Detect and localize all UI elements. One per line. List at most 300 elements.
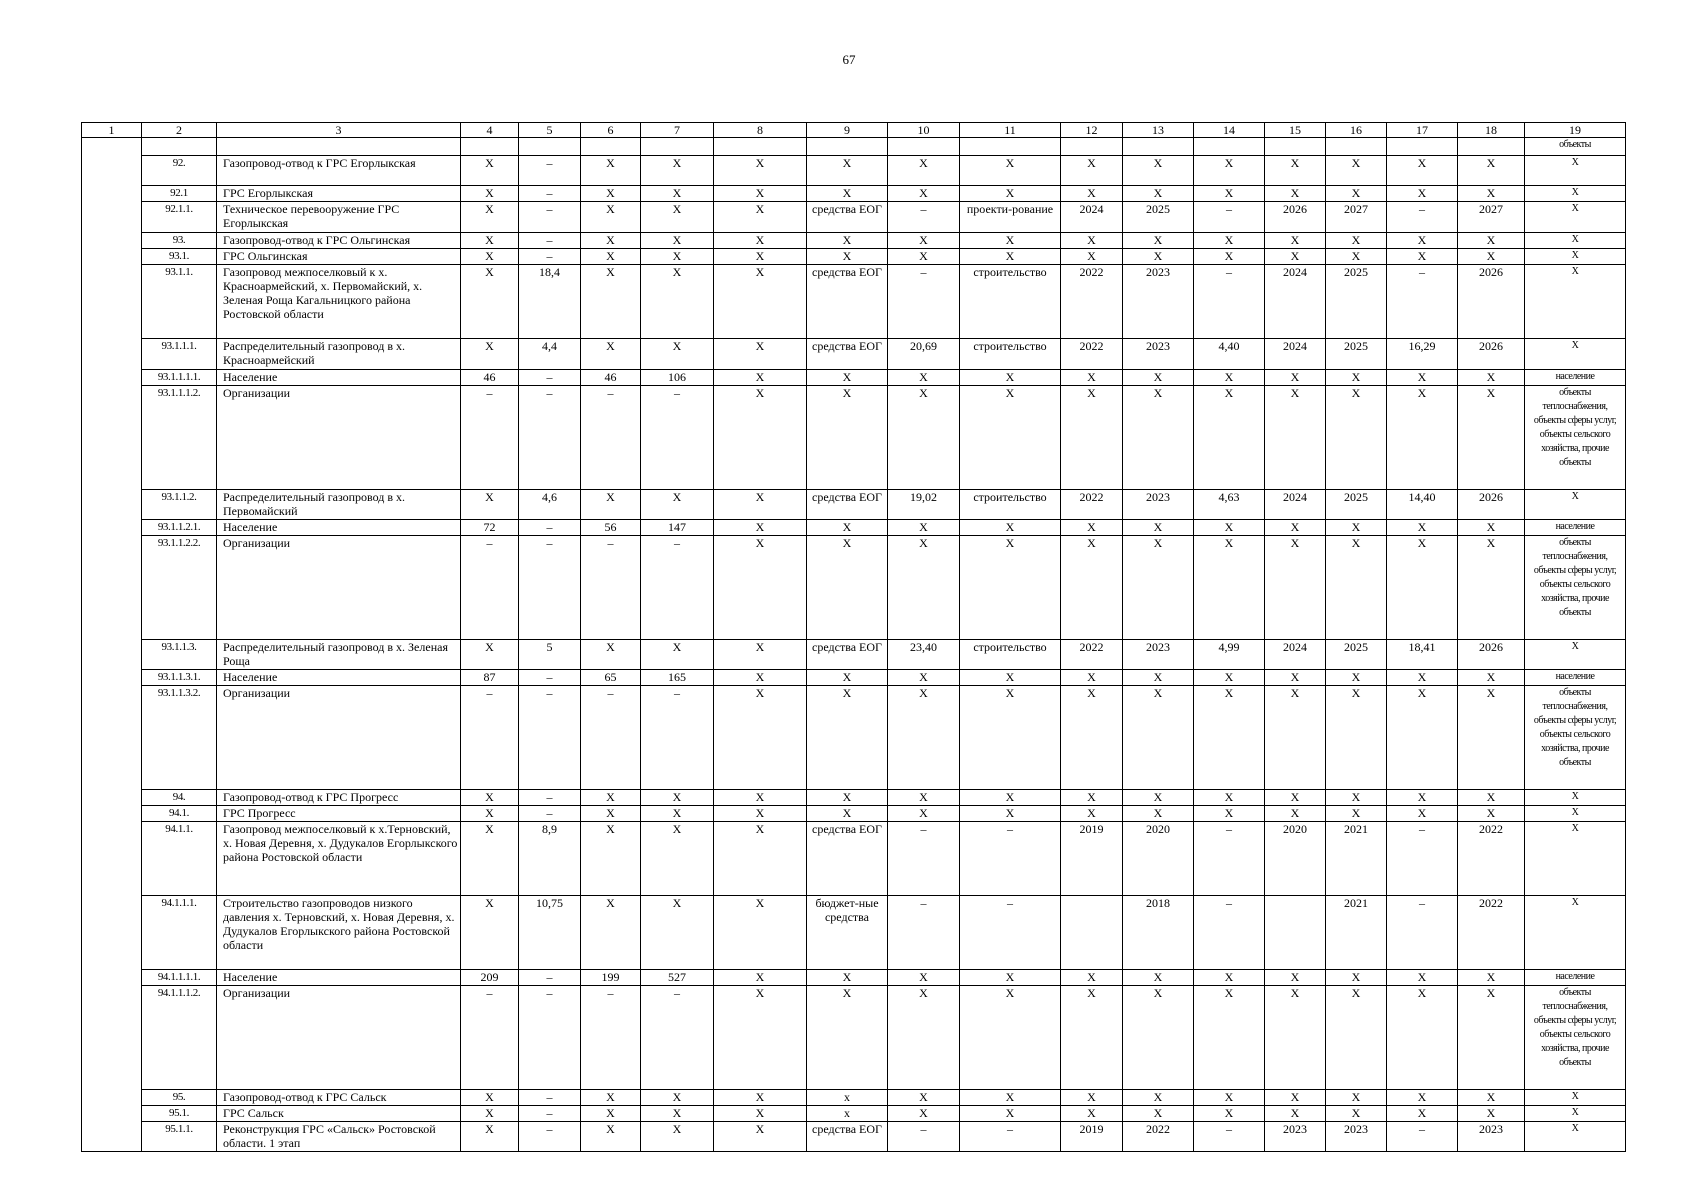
value-cell: X <box>1123 249 1194 265</box>
value-cell: 2023 <box>1326 1122 1387 1152</box>
value-cell: проекти-рование <box>960 202 1061 233</box>
value-cell: X <box>581 640 641 670</box>
value-cell: X <box>581 202 641 233</box>
value-cell: X <box>461 339 519 370</box>
purpose-cell: X <box>1525 265 1626 339</box>
row-name-cell: Распределительный газопровод в х. Зеленая Роща <box>217 640 461 670</box>
value-cell: X <box>1061 790 1123 806</box>
value-cell: 5 <box>519 640 581 670</box>
value-cell: X <box>1458 536 1525 640</box>
value-cell: X <box>960 249 1061 265</box>
value-cell: X <box>1061 233 1123 249</box>
header-cell: 16 <box>1326 123 1387 138</box>
value-cell: 2022 <box>1458 896 1525 970</box>
value-cell: X <box>1123 370 1194 386</box>
value-cell: – <box>519 790 581 806</box>
value-cell <box>807 138 888 156</box>
row-number-cell: 94.1.1. <box>142 822 217 896</box>
header-cell: 8 <box>714 123 807 138</box>
value-cell: X <box>714 686 807 790</box>
value-cell: х <box>807 1090 888 1106</box>
value-cell: X <box>461 806 519 822</box>
value-cell: – <box>519 670 581 686</box>
purpose-cell: объекты теплоснабжения, объекты сферы услуг, объекты сельского хозяйства, прочие объекты <box>1525 686 1626 790</box>
value-cell: – <box>641 386 714 490</box>
value-cell: X <box>714 970 807 986</box>
table-row <box>82 822 1626 896</box>
value-cell <box>641 138 714 156</box>
value-cell: X <box>888 970 960 986</box>
value-cell: X <box>888 1090 960 1106</box>
value-cell: X <box>461 186 519 202</box>
value-cell: X <box>960 233 1061 249</box>
purpose-cell: X <box>1525 1106 1626 1122</box>
value-cell: X <box>1265 520 1326 536</box>
value-cell: X <box>1387 1106 1458 1122</box>
table-row <box>82 386 1626 490</box>
value-cell: X <box>1265 233 1326 249</box>
header-cell: 2 <box>142 123 217 138</box>
value-cell <box>1265 896 1326 970</box>
value-cell: X <box>1194 806 1265 822</box>
value-cell: средства ЕОГ <box>807 490 888 520</box>
value-cell: 4,99 <box>1194 640 1265 670</box>
value-cell: X <box>807 249 888 265</box>
value-cell: X <box>1326 186 1387 202</box>
value-cell: X <box>581 790 641 806</box>
row-name-cell: Реконструкция ГРС «Сальск» Ростовской области. 1 этап <box>217 1122 461 1152</box>
value-cell: X <box>581 822 641 896</box>
header-cell: 15 <box>1265 123 1326 138</box>
value-cell: X <box>461 1122 519 1152</box>
row-name-cell: Газопровод-отвод к ГРС Сальск <box>217 1090 461 1106</box>
row-number-cell: 93.1.1.1. <box>142 339 217 370</box>
value-cell: – <box>641 536 714 640</box>
value-cell: X <box>1061 1106 1123 1122</box>
value-cell: X <box>641 896 714 970</box>
purpose-cell: объекты теплоснабжения, объекты сферы услуг, объекты сельского хозяйства, прочие объекты <box>1525 386 1626 490</box>
value-cell: X <box>1458 386 1525 490</box>
value-cell: – <box>519 202 581 233</box>
value-cell <box>1387 138 1458 156</box>
value-cell: X <box>1265 686 1326 790</box>
value-cell: 147 <box>641 520 714 536</box>
value-cell: X <box>1326 1106 1387 1122</box>
value-cell: – <box>519 1090 581 1106</box>
value-cell <box>1123 138 1194 156</box>
value-cell: 2023 <box>1123 490 1194 520</box>
value-cell: X <box>888 186 960 202</box>
value-cell: 2023 <box>1458 1122 1525 1152</box>
row-number-cell: 93.1.1.1.1. <box>142 370 217 386</box>
row-name-cell: ГРС Сальск <box>217 1106 461 1122</box>
value-cell: – <box>519 233 581 249</box>
value-cell: X <box>1387 536 1458 640</box>
row-number-cell: 94.1. <box>142 806 217 822</box>
header-cell: 3 <box>217 123 461 138</box>
value-cell: – <box>519 386 581 490</box>
row-name-cell: Строительство газопроводов низкого давления х. Терновский, х. Новая Деревня, х. Дудукалов Егорлыкского района Ростовской области <box>217 896 461 970</box>
value-cell: X <box>1265 986 1326 1090</box>
purpose-cell: население <box>1525 970 1626 986</box>
value-cell: X <box>461 156 519 186</box>
header-cell: 11 <box>960 123 1061 138</box>
value-cell <box>1061 138 1123 156</box>
value-cell: X <box>714 640 807 670</box>
value-cell: X <box>960 686 1061 790</box>
row-name-cell: ГРС Ольгинская <box>217 249 461 265</box>
value-cell: – <box>519 249 581 265</box>
header-cell: 6 <box>581 123 641 138</box>
value-cell <box>1061 896 1123 970</box>
value-cell: X <box>1123 520 1194 536</box>
value-cell: X <box>461 822 519 896</box>
value-cell: 2026 <box>1458 640 1525 670</box>
purpose-cell: население <box>1525 520 1626 536</box>
value-cell: X <box>1265 790 1326 806</box>
value-cell: 2019 <box>1061 1122 1123 1152</box>
value-cell: X <box>1458 249 1525 265</box>
value-cell: – <box>960 1122 1061 1152</box>
value-cell: X <box>807 370 888 386</box>
header-row <box>82 123 1626 138</box>
value-cell: X <box>960 156 1061 186</box>
value-cell: – <box>1194 822 1265 896</box>
table-row <box>82 986 1626 1090</box>
table-row <box>82 1106 1626 1122</box>
value-cell: X <box>1458 520 1525 536</box>
value-cell: X <box>1194 370 1265 386</box>
value-cell: X <box>1387 1090 1458 1106</box>
header-cell: 19 <box>1525 123 1626 138</box>
row-number-cell: 94.1.1.1. <box>142 896 217 970</box>
value-cell: X <box>641 1106 714 1122</box>
value-cell: X <box>714 202 807 233</box>
value-cell: – <box>888 265 960 339</box>
value-cell: – <box>461 686 519 790</box>
value-cell: 56 <box>581 520 641 536</box>
value-cell: 2024 <box>1265 339 1326 370</box>
row-name-cell: ГРС Егорлыкская <box>217 186 461 202</box>
header-cell: 1 <box>82 123 142 138</box>
value-cell: – <box>581 386 641 490</box>
value-cell: X <box>1265 1106 1326 1122</box>
value-cell: X <box>714 790 807 806</box>
value-cell: 527 <box>641 970 714 986</box>
purpose-cell: население <box>1525 670 1626 686</box>
value-cell: X <box>1458 233 1525 249</box>
value-cell: X <box>714 1106 807 1122</box>
row-number-cell: 92.1.1. <box>142 202 217 233</box>
value-cell: X <box>960 790 1061 806</box>
value-cell: X <box>641 790 714 806</box>
value-cell: X <box>807 386 888 490</box>
purpose-cell: X <box>1525 640 1626 670</box>
value-cell: X <box>714 386 807 490</box>
row-name-cell: Население <box>217 370 461 386</box>
value-cell: X <box>807 790 888 806</box>
value-cell: X <box>461 896 519 970</box>
value-cell: 2025 <box>1326 640 1387 670</box>
value-cell: X <box>714 670 807 686</box>
value-cell: 19,02 <box>888 490 960 520</box>
row-number-cell: 93.1. <box>142 249 217 265</box>
value-cell: X <box>960 520 1061 536</box>
value-cell: X <box>1265 186 1326 202</box>
value-cell: X <box>1123 670 1194 686</box>
value-cell: X <box>1061 370 1123 386</box>
value-cell: 106 <box>641 370 714 386</box>
value-cell: X <box>1387 233 1458 249</box>
value-cell: 2024 <box>1265 640 1326 670</box>
table-body <box>82 123 1626 1152</box>
value-cell <box>1194 138 1265 156</box>
value-cell <box>714 138 807 156</box>
value-cell: 4,40 <box>1194 339 1265 370</box>
purpose-cell: X <box>1525 249 1626 265</box>
row-name-cell: Газопровод-отвод к ГРС Прогресс <box>217 790 461 806</box>
value-cell: X <box>1326 986 1387 1090</box>
value-cell: X <box>1194 233 1265 249</box>
value-cell: 2025 <box>1326 265 1387 339</box>
header-cell: 18 <box>1458 123 1525 138</box>
table-row <box>82 490 1626 520</box>
value-cell: 87 <box>461 670 519 686</box>
value-cell: X <box>960 1090 1061 1106</box>
value-cell: 8,9 <box>519 822 581 896</box>
value-cell: – <box>888 896 960 970</box>
value-cell: – <box>1387 896 1458 970</box>
value-cell: X <box>714 249 807 265</box>
value-cell: 2024 <box>1061 202 1123 233</box>
value-cell: X <box>1194 536 1265 640</box>
value-cell: X <box>1265 249 1326 265</box>
table-row <box>82 339 1626 370</box>
value-cell: X <box>960 1106 1061 1122</box>
value-cell: X <box>641 156 714 186</box>
purpose-cell: объекты <box>1525 138 1626 156</box>
value-cell: 2021 <box>1326 822 1387 896</box>
value-cell: X <box>807 986 888 1090</box>
value-cell: – <box>581 686 641 790</box>
value-cell: X <box>1194 970 1265 986</box>
value-cell: – <box>1194 265 1265 339</box>
header-cell: 5 <box>519 123 581 138</box>
value-cell: – <box>1387 822 1458 896</box>
value-cell: – <box>461 536 519 640</box>
value-cell: X <box>1387 790 1458 806</box>
table-row <box>82 790 1626 806</box>
value-cell: – <box>641 986 714 1090</box>
value-cell: X <box>1458 970 1525 986</box>
value-cell: – <box>1387 1122 1458 1152</box>
value-cell: X <box>807 186 888 202</box>
header-cell: 10 <box>888 123 960 138</box>
row-name-cell: Организации <box>217 386 461 490</box>
value-cell: X <box>1265 970 1326 986</box>
header-cell: 17 <box>1387 123 1458 138</box>
value-cell: X <box>581 1106 641 1122</box>
purpose-cell: X <box>1525 339 1626 370</box>
row-name-cell: Техническое перевооружение ГРС Егорлыкская <box>217 202 461 233</box>
value-cell: 2019 <box>1061 822 1123 896</box>
value-cell: 4,6 <box>519 490 581 520</box>
value-cell: средства ЕОГ <box>807 202 888 233</box>
value-cell: строительство <box>960 640 1061 670</box>
value-cell: 2027 <box>1326 202 1387 233</box>
value-cell: – <box>888 202 960 233</box>
value-cell: X <box>461 1106 519 1122</box>
value-cell: X <box>1265 1090 1326 1106</box>
value-cell: X <box>641 249 714 265</box>
row-number-cell: 93.1.1.2.1. <box>142 520 217 536</box>
value-cell: X <box>960 806 1061 822</box>
table-row <box>82 138 1626 156</box>
table-row <box>82 186 1626 202</box>
page-number: 67 <box>842 52 856 67</box>
value-cell: средства ЕОГ <box>807 1122 888 1152</box>
value-cell: 2021 <box>1326 896 1387 970</box>
value-cell: X <box>960 670 1061 686</box>
value-cell: – <box>1194 896 1265 970</box>
value-cell: X <box>641 1122 714 1152</box>
value-cell: X <box>888 806 960 822</box>
value-cell: X <box>1326 970 1387 986</box>
value-cell: X <box>1326 686 1387 790</box>
value-cell: X <box>1458 806 1525 822</box>
value-cell: – <box>519 970 581 986</box>
value-cell: X <box>1194 186 1265 202</box>
value-cell: X <box>581 265 641 339</box>
value-cell: X <box>461 490 519 520</box>
value-cell: X <box>581 249 641 265</box>
value-cell: X <box>888 670 960 686</box>
row-number-cell: 94.1.1.1.2. <box>142 986 217 1090</box>
value-cell: X <box>1061 249 1123 265</box>
data-table <box>81 122 1626 1152</box>
value-cell: X <box>888 1106 960 1122</box>
value-cell: X <box>1123 790 1194 806</box>
value-cell: 2024 <box>1265 490 1326 520</box>
value-cell: X <box>461 233 519 249</box>
row-number-cell: 94. <box>142 790 217 806</box>
value-cell: X <box>1123 686 1194 790</box>
value-cell: X <box>1387 970 1458 986</box>
value-cell: – <box>519 536 581 640</box>
value-cell: X <box>1387 806 1458 822</box>
value-cell <box>1326 138 1387 156</box>
value-cell: X <box>888 986 960 1090</box>
value-cell: X <box>714 186 807 202</box>
value-cell: X <box>1123 970 1194 986</box>
row-number-cell: 92. <box>142 156 217 186</box>
value-cell: строительство <box>960 265 1061 339</box>
value-cell: X <box>888 370 960 386</box>
value-cell: X <box>1194 520 1265 536</box>
value-cell: 72 <box>461 520 519 536</box>
value-cell: X <box>1265 806 1326 822</box>
purpose-cell: объекты теплоснабжения, объекты сферы услуг, объекты сельского хозяйства, прочие объекты <box>1525 986 1626 1090</box>
value-cell: X <box>1387 186 1458 202</box>
value-cell: X <box>641 265 714 339</box>
value-cell: 2022 <box>1061 490 1123 520</box>
value-cell: X <box>581 490 641 520</box>
row-number-cell: 95.1. <box>142 1106 217 1122</box>
value-cell: X <box>1061 806 1123 822</box>
value-cell: 2025 <box>1123 202 1194 233</box>
value-cell: X <box>807 233 888 249</box>
value-cell: X <box>1387 520 1458 536</box>
value-cell <box>581 138 641 156</box>
value-cell: X <box>714 265 807 339</box>
value-cell: X <box>1194 790 1265 806</box>
value-cell: X <box>1326 249 1387 265</box>
value-cell: X <box>1061 970 1123 986</box>
value-cell: X <box>1326 370 1387 386</box>
value-cell: 2023 <box>1123 265 1194 339</box>
header-cell: 7 <box>641 123 714 138</box>
column-1-cell <box>82 138 142 1152</box>
value-cell: X <box>1387 986 1458 1090</box>
value-cell: 2023 <box>1123 339 1194 370</box>
value-cell: – <box>519 156 581 186</box>
purpose-cell: X <box>1525 1090 1626 1106</box>
value-cell: – <box>581 536 641 640</box>
value-cell: X <box>960 370 1061 386</box>
value-cell: X <box>641 490 714 520</box>
value-cell: X <box>581 806 641 822</box>
value-cell: X <box>1326 670 1387 686</box>
value-cell <box>461 138 519 156</box>
table-row <box>82 233 1626 249</box>
value-cell: X <box>461 265 519 339</box>
table-row <box>82 156 1626 186</box>
value-cell: X <box>641 202 714 233</box>
value-cell: X <box>1123 1106 1194 1122</box>
table-row <box>82 370 1626 386</box>
table-row <box>82 536 1626 640</box>
value-cell: X <box>807 156 888 186</box>
purpose-cell: X <box>1525 233 1626 249</box>
value-cell: X <box>1326 1090 1387 1106</box>
purpose-cell: X <box>1525 790 1626 806</box>
value-cell: X <box>1458 156 1525 186</box>
row-name-cell: Газопровод межпоселковый к х. Красноармейский, х. Первомайский, х. Зеленая Роща Кагальницкого района Ростовской области <box>217 265 461 339</box>
row-name-cell: Газопровод межпоселковый к х.Терновский, х. Новая Деревня, х. Дудукалов Егорлыкского района Ростовской области <box>217 822 461 896</box>
value-cell: X <box>1061 186 1123 202</box>
value-cell: 18,41 <box>1387 640 1458 670</box>
value-cell: X <box>1194 670 1265 686</box>
value-cell: X <box>807 520 888 536</box>
value-cell: 4,4 <box>519 339 581 370</box>
value-cell: 2020 <box>1265 822 1326 896</box>
value-cell: X <box>807 686 888 790</box>
row-number-cell: 95.1.1. <box>142 1122 217 1152</box>
value-cell: 2018 <box>1123 896 1194 970</box>
row-number-cell: 93.1.1.1.2. <box>142 386 217 490</box>
value-cell: – <box>519 1106 581 1122</box>
value-cell: X <box>461 249 519 265</box>
value-cell: X <box>1194 686 1265 790</box>
value-cell: X <box>960 986 1061 1090</box>
value-cell: X <box>1265 670 1326 686</box>
value-cell: средства ЕОГ <box>807 339 888 370</box>
row-name-cell: Распределительный газопровод в х. Первомайский <box>217 490 461 520</box>
value-cell: X <box>1123 806 1194 822</box>
value-cell: X <box>807 670 888 686</box>
value-cell: X <box>1061 156 1123 186</box>
value-cell: X <box>888 386 960 490</box>
